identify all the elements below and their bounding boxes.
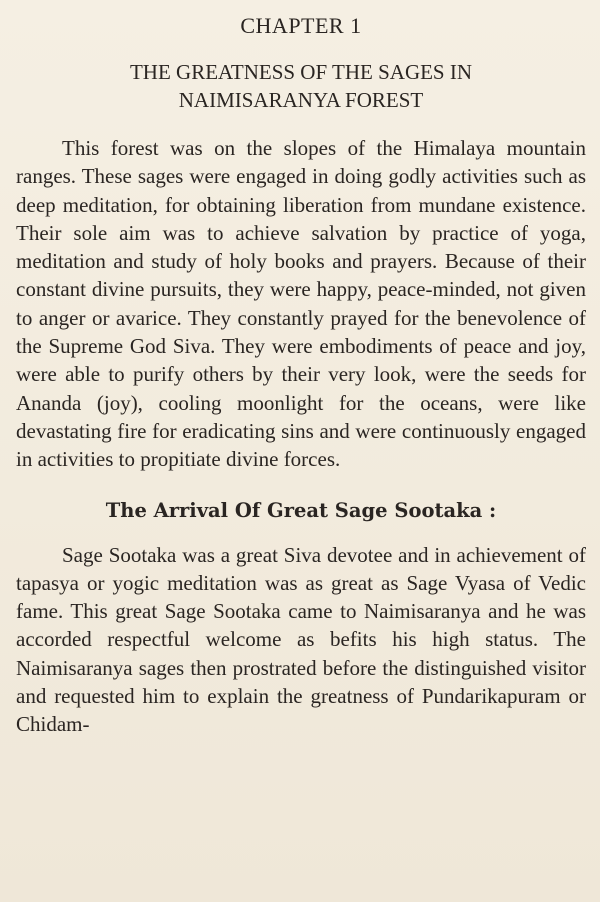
chapter-title bbox=[16, 58, 586, 114]
chapter-title-line-1: THE GREATNESS OF THE SAGES IN bbox=[129, 60, 473, 84]
body-paragraph-2: Sage Sootaka was a great Siva devotee and in achievement of tapasya or yogic meditation was as great as Sage Vyasa of Vedic fame. This great Sage Sootaka came to Naimisaranya and he was accorded respectful welcome as befits his high status. The Naimisaranya sages then prostrated before the distinguished visitor and requested him to explain the greatness of Pundarikapuram or Chidam- bbox=[16, 542, 586, 737]
chapter-label: CHAPTER 1 bbox=[240, 13, 362, 38]
chapter-title-line-2: NAIMISARANYA FOREST bbox=[178, 88, 424, 112]
section-heading: The Arrival Of Great Sage Sootaka : bbox=[105, 498, 497, 522]
body-paragraph-1: This forest was on the slopes of the Himalaya mountain ranges. These sages were engaged in doing godly activities such as deep meditation, for obtaining liberation from mundane existence. Their sole aim was to achieve salvation by practice of yoga, meditation and study of holy books and prayers. Because of their constant divine pursuits, they were happy, peace-minded, not given to anger or avarice. They constantly prayed for the benevolence of the Supreme God Siva. They were embodiments of peace and joy, were able to purify others by their very look, were the seeds for Ananda (joy), cooling moonlight for the oceans, were like devastating fire for eradicating sins and were continuously engaged in activities to propitiate divine forces. bbox=[16, 136, 586, 472]
